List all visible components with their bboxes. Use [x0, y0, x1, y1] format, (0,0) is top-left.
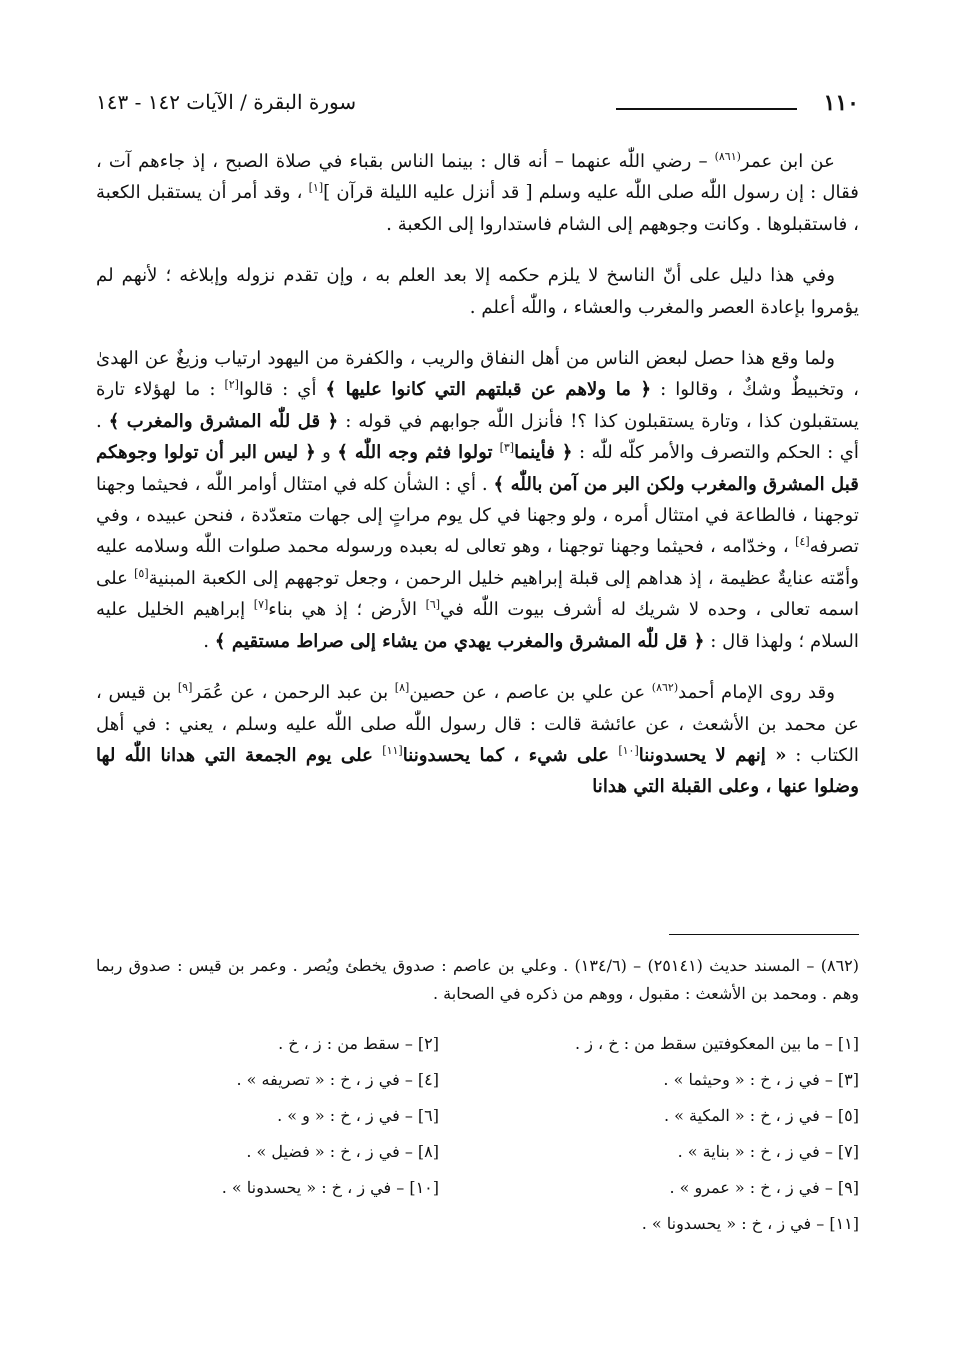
text-run: عن علي بن عاصم ، عن حصين [409, 682, 652, 704]
paragraph-4 [96, 677, 859, 803]
quran-quote: ﴿ ما ولاهم عن قبلتهم التي كانوا عليها ﴾ [325, 379, 652, 401]
note-ref: [١٠] [618, 743, 639, 757]
note-ref: [٢] [224, 378, 239, 392]
note-row [96, 1142, 859, 1178]
note-row [96, 1214, 859, 1250]
text-run: إبراهيم الخليل عليه السلام ؛ ولهذا قال : [96, 599, 859, 652]
text-run: : ما لهؤلاء تارة يستقبلون كذا ، وتارة يستقبلون كذا ؟! فأنزل اللّٰه جوابهم في قوله : [96, 379, 859, 432]
text-run: ، وخدّامه ، فحيثما وجهنا توجهنا ، وهو تعالى له بعبده ورسوله محمد صلوات اللّٰه وسلامه عليه وأمّته عنايةٌ عظيمة ، إذ هداهم إلى قبلة إبراهيم خليل الرحمن ، وجعل توجههم إلى الكعبة المبنية [96, 536, 859, 589]
note-row [96, 1070, 859, 1106]
header-rule [616, 108, 797, 110]
note-item: [٣] – في ز ، خ : « وحيثما » . [663, 1070, 859, 1089]
page-header [96, 88, 859, 128]
text-run: . أي : الحكم والتصرف والأمر كلّه للّٰه : [96, 410, 859, 464]
footnote-ref: (٨٦٢) [651, 681, 679, 695]
text-run: ، وقد أمر أن يستقبل الكعبة ، فاستقبلوها . وكانت وجوههم إلى الشام فاستداروا إلى الكعبة . [96, 182, 859, 235]
note-item: [١٠] – في ز ، خ : « يحسدونا » . [221, 1178, 439, 1197]
note-ref: [٦] [425, 598, 441, 612]
note-item: [١١] – في ز ، خ : « يحسدونا » . [641, 1214, 859, 1233]
note-item: [٦] – في ز ، خ : « و » . [277, 1106, 439, 1125]
text-run: الأرض ؛ إذ هي بناء [268, 599, 426, 621]
hadith-quote: على يوم الجمعة التي هدانا اللّٰه لها وضلوا عنها ، وعلى القبلة التي هدانا [96, 744, 859, 798]
page-number: ١١٠ [823, 90, 859, 116]
note-ref: [٧] [253, 598, 269, 612]
quran-quote: ﴿ ليس البر أن تولوا وجوهكم قبل المشرق والمغرب ولكن البر من آمن باللّٰه ﴾ [96, 442, 859, 495]
footnote-main [96, 952, 859, 1008]
note-item: [٥] – في ز ، خ : « المكية » . [663, 1106, 859, 1125]
body-text [96, 146, 859, 823]
quran-quote: ﴿ قل للّٰه المشرق والمغرب ﴾ [108, 410, 339, 432]
note-item: [١] – ما بين المعكوفتين سقط من : خ ، ز . [575, 1034, 859, 1053]
running-head: سورة البقرة / الآيات ١٤٢ - ١٤٣ [96, 90, 357, 114]
text-run: و [315, 442, 338, 464]
note-ref: [٣] [499, 441, 515, 455]
text-run: بن عبد الرحمن ، عن عُمَر [192, 682, 395, 704]
text-run: بن قيس ، عن محمد بن الأشعث ، عن عائشة قالت : قال رسول اللّٰه صلى اللّٰه عليه وسلم ، يعني : في أهل الكتاب : [96, 682, 859, 766]
textual-notes [96, 1034, 859, 1250]
quran-quote: ﴿ قل للّٰه المشرق والمغرب يهدي من يشاء إلى صراط مستقيم ﴾ [214, 630, 705, 652]
text-run: عن ابن عمر [740, 151, 835, 172]
text-run: وفي هذا دليل على أنّ الناسخ لا يلزم حكمه إلا بعد العلم به ، وإن تقدم نزوله وإبلاغه ؛ لأنهم لم يؤمروا بإعادة العصر والمغرب والعشاء ، واللّٰه أعلم . [96, 265, 859, 318]
note-row [96, 1034, 859, 1070]
note-row [96, 1178, 859, 1214]
note-item: [٩] – في ز ، خ : « عمرو » . [669, 1178, 859, 1197]
hadith-quote: « إنهم لا يحسدوننا [638, 744, 787, 766]
note-ref: [٤] [795, 535, 810, 549]
text-run: . [203, 630, 215, 652]
note-ref: [١١] [382, 743, 403, 757]
note-row [96, 1106, 859, 1142]
note-ref: [٩] [177, 681, 193, 695]
paragraph-3 [96, 343, 859, 657]
footnote-text: (٨٦٢) – المسند حديث (٢٥١٤١) – (١٣٤/٦) . وعلي بن عاصم : صدوق يخطئ ويُصر . وعمر بن قيس : صدوق ربما وهم . ومحمد بن الأشعث : مقبول ، ووهم من ذكره في الصحابة . [96, 956, 860, 1003]
note-item: [٨] – في ز ، خ : « فضيل » . [246, 1142, 439, 1161]
note-ref: [٨] [394, 681, 410, 695]
text-run: أي : قالوا [238, 379, 326, 401]
footnote-ref: (٨٦١) [714, 149, 741, 163]
text-run: – رضي اللّٰه عنهما – أنه قال : بينما الناس بقباء في صلاة الصبح ، إذ جاءهم آت ، فقال : إن رسول اللّٰه صلى اللّٰه عليه وسلم [ قد أنزل عليه الليلة قرآن ] [96, 151, 859, 204]
quran-quote: تولوا فثم وجه اللّٰه ﴾ [337, 442, 500, 464]
text-run: . أي : الشأن كله في امتثال أوامر اللّٰه ، فحيثما وجهنا توجهنا ، فالطاعة في امتثال أمره ، ولو وجهنا في كل يوم مراتٍ إلى جهات متعدّدة ، فنحن عبيده ، وفي تصرفه [96, 473, 859, 558]
hadith-quote: على شيء ، كما يحسدوننا [402, 744, 619, 766]
footnote-rule [669, 934, 859, 935]
note-item: [٤] – في ز ، خ : « تصريفه » . [236, 1070, 439, 1089]
quran-quote: ﴿ فأينما [514, 442, 573, 464]
note-ref: [١] [308, 181, 324, 195]
paragraph-1 [96, 146, 859, 240]
text-run: على اسمه تعالى ، وحده لا شريك له أشرف بيوت اللّٰه في [96, 567, 860, 621]
text-run: ولما وقع هذا حصل لبعض الناس من أهل النفاق والريب ، والكفرة من اليهود ارتياب وزيغٌ عن الهدىٰ ، وتخبيطٌ وشكٌ ، وقالوا : [96, 348, 859, 401]
text-run: وقد روى الإمام أحمد [678, 682, 835, 704]
note-item: [٧] – في ز ، خ : « بناية » . [677, 1142, 859, 1161]
paragraph-2 [96, 260, 859, 323]
note-ref: [٥] [134, 566, 149, 580]
note-item: [٢] – سقط من : ز ، خ . [278, 1034, 439, 1053]
